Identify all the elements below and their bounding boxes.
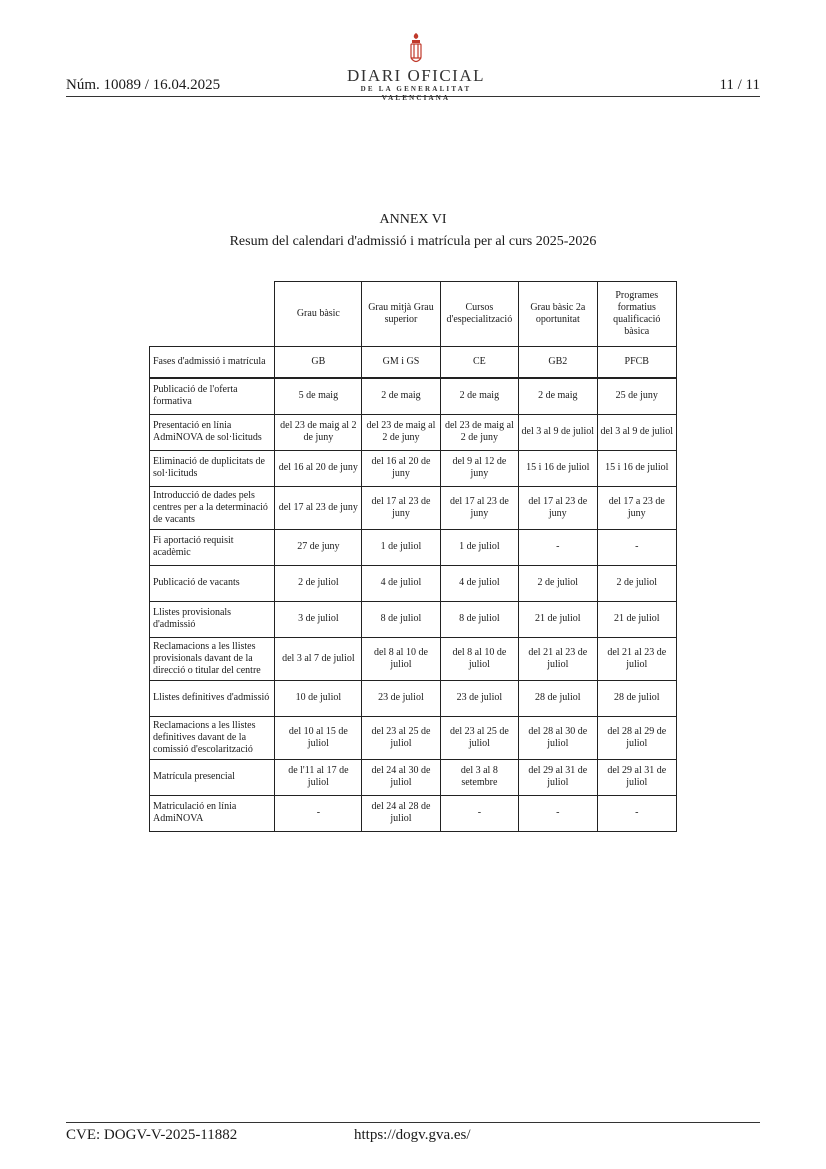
table-row bbox=[150, 414, 677, 450]
phase-cell: Matriculació en línia AdmiNOVA bbox=[150, 795, 275, 831]
date-cell: 25 de juny bbox=[597, 378, 676, 414]
date-cell: 21 de juliol bbox=[597, 601, 676, 637]
phase-cell: Introducció de dades pels centres per a la determinació de vacants bbox=[150, 486, 275, 529]
date-cell: del 21 al 23 de juliol bbox=[519, 637, 597, 680]
table-row bbox=[150, 450, 677, 486]
table-row bbox=[150, 716, 677, 759]
date-cell: 5 de maig bbox=[275, 378, 362, 414]
table-row bbox=[150, 565, 677, 601]
date-cell: del 17 al 23 de juny bbox=[440, 486, 518, 529]
date-cell: de l'11 al 17 de juliol bbox=[275, 759, 362, 795]
column-header: Grau bàsic 2a oportunitat bbox=[519, 282, 597, 347]
date-cell: del 8 al 10 de juliol bbox=[362, 637, 440, 680]
date-cell: del 29 al 31 de juliol bbox=[519, 759, 597, 795]
source-link[interactable]: https://dogv.gva.es/ bbox=[354, 1127, 471, 1143]
date-cell: del 23 de maig al 2 de juny bbox=[275, 414, 362, 450]
date-cell: del 3 al 9 de juliol bbox=[519, 414, 597, 450]
annex-title: ANNEX VI bbox=[379, 212, 447, 227]
footer-divider bbox=[66, 1122, 760, 1123]
date-cell: 2 de juliol bbox=[597, 565, 676, 601]
date-cell: del 23 de maig al 2 de juny bbox=[440, 414, 518, 450]
date-cell: del 17 al 23 de juny bbox=[362, 486, 440, 529]
column-header: Grau mitjà Grau superior bbox=[362, 282, 440, 347]
date-cell: - bbox=[275, 795, 362, 831]
date-cell: 2 de juliol bbox=[275, 565, 362, 601]
header-divider bbox=[66, 96, 760, 97]
date-cell: 27 de juny bbox=[275, 529, 362, 565]
date-cell: 3 de juliol bbox=[275, 601, 362, 637]
date-cell: del 17 al 23 de juny bbox=[519, 486, 597, 529]
date-cell: - bbox=[440, 795, 518, 831]
date-cell: del 16 al 20 de juny bbox=[362, 450, 440, 486]
date-cell: del 28 al 30 de juliol bbox=[519, 716, 597, 759]
logo-title: DIARI OFICIAL bbox=[346, 66, 486, 85]
coat-of-arms-icon bbox=[407, 32, 425, 66]
table-row bbox=[150, 378, 677, 414]
calendar-body bbox=[150, 378, 677, 831]
table-row bbox=[150, 601, 677, 637]
date-cell: - bbox=[519, 529, 597, 565]
column-code-row bbox=[150, 347, 677, 379]
phase-cell: Reclamacions a les llistes provisionals davant de la direcció o titular del centre bbox=[150, 637, 275, 680]
table-row bbox=[150, 795, 677, 831]
phase-cell: Fi aportació requisit acadèmic bbox=[150, 529, 275, 565]
phase-cell: Llistes provisionals d'admissió bbox=[150, 601, 275, 637]
date-cell: del 21 al 23 de juliol bbox=[597, 637, 676, 680]
column-code: PFCB bbox=[597, 347, 676, 379]
date-cell: 2 de maig bbox=[519, 378, 597, 414]
annex-subtitle: Resum del calendari d'admissió i matrícula per al curs 2025-2026 bbox=[229, 234, 597, 249]
page-number: 11 / 11 bbox=[719, 77, 760, 93]
column-name-row bbox=[150, 282, 677, 347]
date-cell: 8 de juliol bbox=[440, 601, 518, 637]
date-cell: del 9 al 12 de juny bbox=[440, 450, 518, 486]
date-cell: 4 de juliol bbox=[440, 565, 518, 601]
date-cell: del 3 al 8 setembre bbox=[440, 759, 518, 795]
date-cell: 28 de juliol bbox=[519, 680, 597, 716]
column-header: Cursos d'especialització bbox=[440, 282, 518, 347]
date-cell: del 8 al 10 de juliol bbox=[440, 637, 518, 680]
date-cell: 15 i 16 de juliol bbox=[597, 450, 676, 486]
table-row bbox=[150, 759, 677, 795]
date-cell: del 16 al 20 de juny bbox=[275, 450, 362, 486]
admission-calendar-table bbox=[149, 281, 677, 832]
table-row bbox=[150, 529, 677, 565]
corner-cell bbox=[150, 282, 275, 347]
phase-cell: Presentació en línia AdmiNOVA de sol·licituds bbox=[150, 414, 275, 450]
date-cell: 21 de juliol bbox=[519, 601, 597, 637]
column-code: GM i GS bbox=[362, 347, 440, 379]
date-cell: 2 de maig bbox=[362, 378, 440, 414]
column-code: CE bbox=[440, 347, 518, 379]
date-cell: del 23 de maig al 2 de juny bbox=[362, 414, 440, 450]
date-cell: del 24 al 28 de juliol bbox=[362, 795, 440, 831]
date-cell: del 24 al 30 de juliol bbox=[362, 759, 440, 795]
date-cell: - bbox=[597, 529, 676, 565]
date-cell: del 3 al 7 de juliol bbox=[275, 637, 362, 680]
date-cell: 15 i 16 de juliol bbox=[519, 450, 597, 486]
phase-cell: Llistes definitives d'admissió bbox=[150, 680, 275, 716]
date-cell: 10 de juliol bbox=[275, 680, 362, 716]
table-row bbox=[150, 486, 677, 529]
date-cell: del 17 al 23 de juny bbox=[275, 486, 362, 529]
date-cell: - bbox=[597, 795, 676, 831]
date-cell: del 28 al 29 de juliol bbox=[597, 716, 676, 759]
date-cell: 4 de juliol bbox=[362, 565, 440, 601]
column-code: GB bbox=[275, 347, 362, 379]
phase-cell: Matrícula presencial bbox=[150, 759, 275, 795]
phase-cell: Publicació de vacants bbox=[150, 565, 275, 601]
phase-header: Fases d'admissió i matrícula bbox=[150, 347, 275, 379]
phase-cell: Publicació de l'oferta formativa bbox=[150, 378, 275, 414]
date-cell: del 23 al 25 de juliol bbox=[362, 716, 440, 759]
date-cell: del 10 al 15 de juliol bbox=[275, 716, 362, 759]
dogv-logo bbox=[330, 32, 502, 103]
date-cell: 2 de juliol bbox=[519, 565, 597, 601]
issue-number: Núm. 10089 / 16.04.2025 bbox=[66, 77, 221, 93]
date-cell: del 29 al 31 de juliol bbox=[597, 759, 676, 795]
date-cell: del 23 al 25 de juliol bbox=[440, 716, 518, 759]
column-header: Programes formatius qualificació bàsica bbox=[597, 282, 676, 347]
date-cell: - bbox=[519, 795, 597, 831]
date-cell: 8 de juliol bbox=[362, 601, 440, 637]
logo-subtitle: DE LA GENERALITAT VALENCIANA bbox=[360, 85, 472, 102]
column-header: Grau bàsic bbox=[275, 282, 362, 347]
date-cell: 23 de juliol bbox=[362, 680, 440, 716]
date-cell: 2 de maig bbox=[440, 378, 518, 414]
date-cell: 1 de juliol bbox=[362, 529, 440, 565]
phase-cell: Reclamacions a les llistes definitives davant de la comissió d'escolarització bbox=[150, 716, 275, 759]
table-row bbox=[150, 680, 677, 716]
phase-cell: Eliminació de duplicitats de sol·licituds bbox=[150, 450, 275, 486]
date-cell: 28 de juliol bbox=[597, 680, 676, 716]
date-cell: 1 de juliol bbox=[440, 529, 518, 565]
date-cell: del 17 a 23 de juny bbox=[597, 486, 676, 529]
column-code: GB2 bbox=[519, 347, 597, 379]
date-cell: del 3 al 9 de juliol bbox=[597, 414, 676, 450]
cve-identifier: CVE: DOGV-V-2025-11882 bbox=[66, 1127, 238, 1143]
table-row bbox=[150, 637, 677, 680]
date-cell: 23 de juliol bbox=[440, 680, 518, 716]
